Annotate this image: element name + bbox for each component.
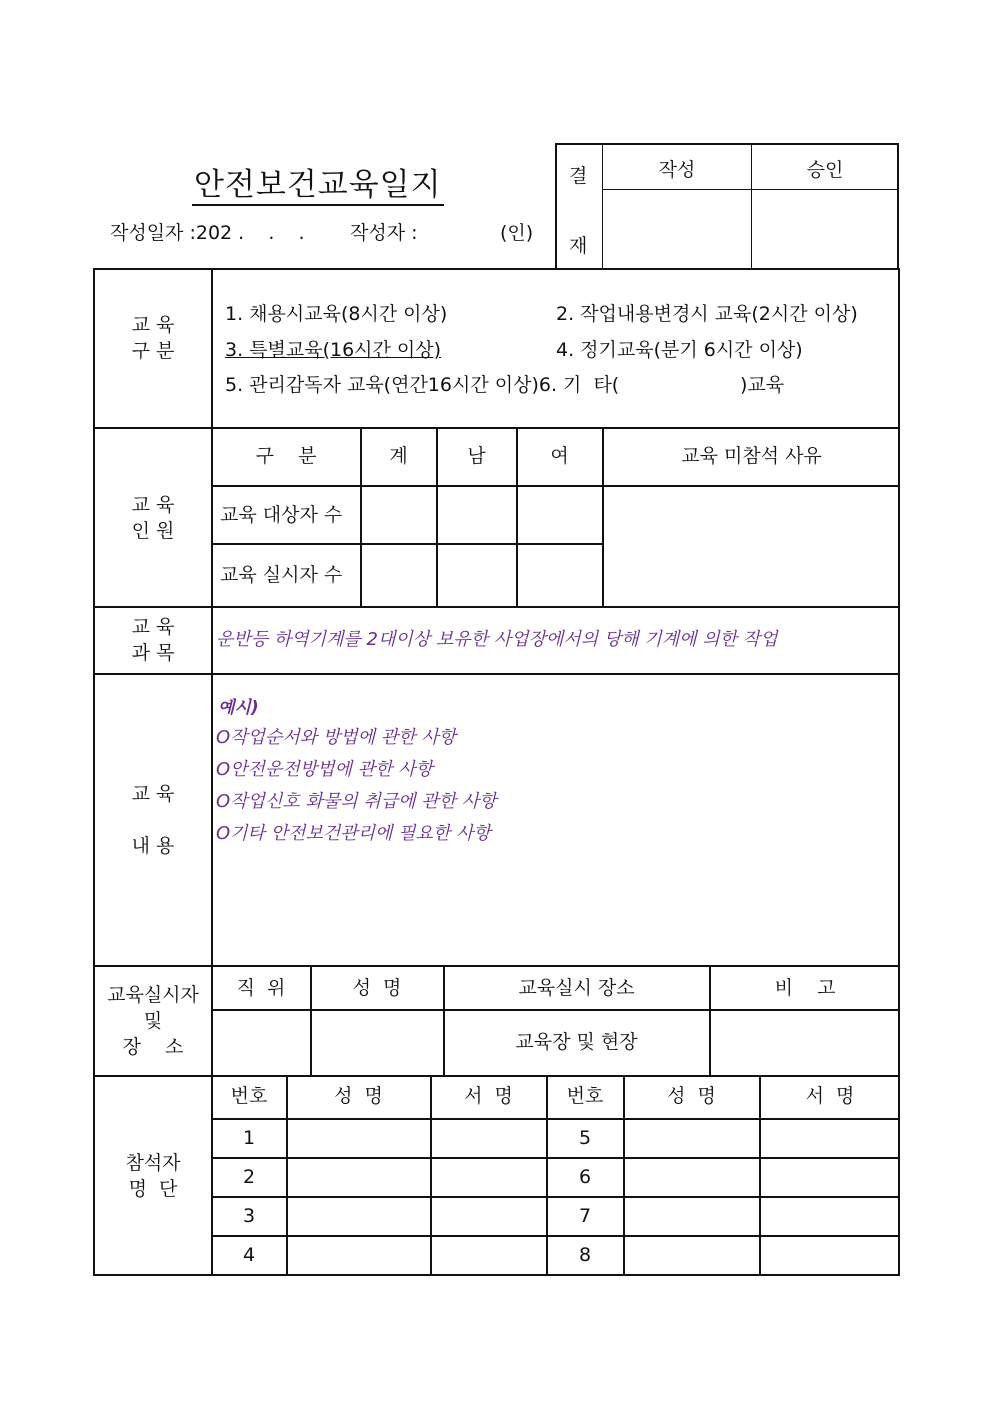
category-label: 교 육 구 분 <box>131 314 175 362</box>
attended-female-cell[interactable] <box>517 545 602 605</box>
target-total-cell[interactable] <box>361 487 436 543</box>
personnel-header-division: 구 분 <box>255 445 317 467</box>
category-option-1[interactable]: 1. 채용시교육(8시간 이상) <box>225 303 448 325</box>
attendees-header-name-2: 성 명 <box>667 1085 716 1107</box>
approval-side-top: 결 <box>569 165 588 187</box>
attended-total-cell[interactable] <box>361 545 436 605</box>
approval-col-writer: 작성 <box>658 159 696 181</box>
target-female-cell[interactable] <box>517 487 602 543</box>
attendees-label: 참석자 명 단 <box>125 1152 181 1200</box>
approval-approve-sign-cell[interactable] <box>752 191 898 269</box>
category-option-2[interactable]: 2. 작업내용변경시 교육(2시간 이상) <box>556 303 858 325</box>
attendee-number: 2 <box>242 1166 256 1188</box>
category-option-4[interactable]: 4. 정기교육(분기 6시간 이상) <box>556 339 803 361</box>
instructor-remarks-cell[interactable] <box>710 1011 900 1074</box>
personnel-header-male: 남 <box>467 445 486 467</box>
content-item-4: O기타 안전보건관리에 필요한 사항 <box>216 823 491 844</box>
attendees-header-sign-1: 서 명 <box>464 1085 513 1107</box>
attendees-header-name-1: 성 명 <box>334 1085 383 1107</box>
absence-reason-cell[interactable] <box>603 487 900 605</box>
education-log-form <box>93 268 900 1276</box>
attendee-number: 8 <box>578 1244 592 1266</box>
instructor-header-remarks: 비 고 <box>774 977 836 999</box>
personnel-header-female: 여 <box>550 445 569 467</box>
attendee-number: 3 <box>242 1205 256 1227</box>
approval-side-bottom: 재 <box>569 235 588 257</box>
attended-male-cell[interactable] <box>437 545 516 605</box>
seal-mark: (인) <box>500 222 534 244</box>
approval-side-label <box>557 145 603 268</box>
date-label: 작성일자 :202 . . . <box>110 222 305 244</box>
subject-text: 운반등 하역기계를 2대이상 보유한 사업장에서의 당해 기계에 의한 작업 <box>216 629 778 650</box>
content-label-top: 교 육 <box>131 783 175 805</box>
personnel-row-attended: 교육 실시자 수 <box>220 564 343 586</box>
attendee-number: 1 <box>242 1127 256 1149</box>
document-title: 안전보건교육일지 <box>192 166 444 206</box>
instructor-label: 교육실시자 및 장 소 <box>107 984 199 1058</box>
personnel-header-absence-reason: 교육 미참석 사유 <box>681 445 822 467</box>
instructor-place-value: 교육장 및 현장 <box>515 1031 638 1053</box>
content-example-label: 예시) <box>218 698 259 718</box>
content-item-1: O작업순서와 방법에 관한 사항 <box>216 727 456 748</box>
personnel-header-total: 계 <box>389 445 408 467</box>
instructor-header-place: 교육실시 장소 <box>518 977 635 999</box>
approval-writer-sign-cell[interactable] <box>604 191 750 269</box>
content-item-3: O작업신호 화물의 취급에 관한 사항 <box>216 791 497 812</box>
attendees-header-no-1: 번호 <box>230 1085 268 1107</box>
attendee-number: 4 <box>242 1244 256 1266</box>
content-item-2: O안전운전방법에 관한 사항 <box>216 759 433 780</box>
attendees-header-no-2: 번호 <box>566 1085 604 1107</box>
attendee-number: 6 <box>578 1166 592 1188</box>
category-option-5-6[interactable]: 5. 관리감독자 교육(연간16시간 이상)6. 기 타( )교육 <box>225 374 785 396</box>
instructor-header-name: 성 명 <box>352 977 402 999</box>
personnel-row-target: 교육 대상자 수 <box>220 504 343 526</box>
instructor-header-position: 직 위 <box>236 977 286 999</box>
attendee-number: 5 <box>578 1127 592 1149</box>
instructor-name-cell[interactable] <box>311 1011 443 1074</box>
personnel-label: 교 육 인 원 <box>131 494 175 542</box>
target-male-cell[interactable] <box>437 487 516 543</box>
instructor-position-cell[interactable] <box>212 1011 310 1074</box>
attendees-header-sign-2: 서 명 <box>805 1085 855 1107</box>
category-option-3[interactable]: 3. 특별교육(16시간 이상) <box>225 339 442 361</box>
subject-label: 교 육 과 목 <box>131 616 175 664</box>
approval-box <box>555 143 899 270</box>
approval-col-approve: 승인 <box>806 159 844 181</box>
attendee-number: 7 <box>578 1205 592 1227</box>
content-label-bottom: 내 용 <box>131 835 175 857</box>
writer-label: 작성자 : <box>350 222 418 244</box>
